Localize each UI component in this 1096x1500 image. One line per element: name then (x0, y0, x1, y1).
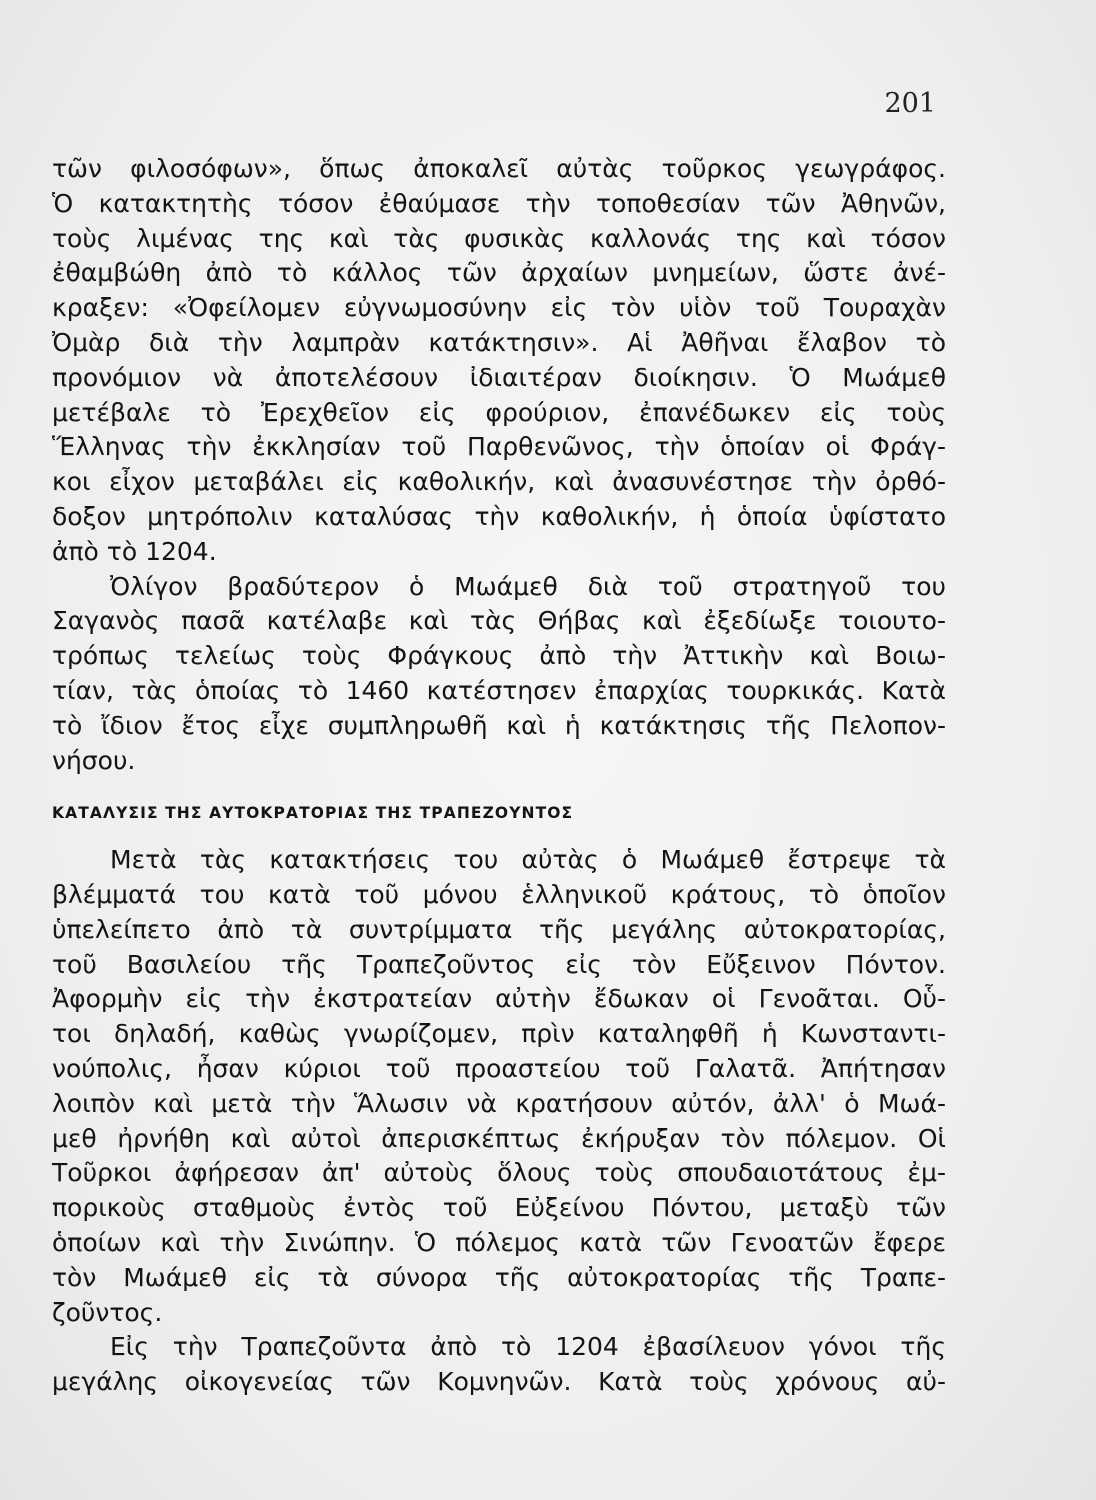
text-line: πορικοὺς σταθμοὺς ἐντὸς τοῦ Εὐξείνου Πόντου, μεταξὺ τῶν (52, 1193, 946, 1223)
text-line: ζοῦντος. (52, 1297, 163, 1327)
paragraph (52, 1330, 946, 1400)
text-line: Ὀλίγον βραδύτερον ὁ Μωάμεθ διὰ τοῦ στρατηγοῦ του (110, 571, 946, 601)
text-line: Ἕλληνας τὴν ἐκκλησίαν τοῦ Παρθενῶνος, τὴν ὁποίαν οἱ Φράγ- (52, 432, 946, 462)
text-line: κοι εἶχον μεταβάλει εἰς καθολικήν, καὶ ἀνασυνέστησε τὴν ὀρθό- (52, 467, 946, 497)
text-line: νούπολις, ἦσαν κύριοι τοῦ προαστείου τοῦ Γαλατᾶ. Ἀπήτησαν (52, 1053, 946, 1083)
text-line: Ὁ κατακτητὴς τόσον ἐθαύμασε τὴν τοποθεσίαν τῶν Ἀθηνῶν, (52, 188, 946, 218)
text-line: τοῦ Βασιλείου τῆς Τραπεζοῦντος εἰς τὸν Εὔξεινον Πόντον. (52, 949, 946, 979)
section-heading: ΚΑΤΑΛΥΣΙΣ ΤΗΣ ΑΥΤΟΚΡΑΤΟΡΙΑΣ ΤΗΣ ΤΡΑΠΕΖΟΥΝΤΟΣ (52, 804, 574, 823)
text-line: κραξεν: «Ὀφείλομεν εὐγνωμοσύνην εἰς τὸν υἱὸν τοῦ Τουραχὰν (52, 293, 946, 323)
body-text (52, 152, 946, 1400)
text-line: μεθ ἠρνήθη καὶ αὐτοὶ ἀπερισκέπτως ἐκήρυξαν τὸν πόλεμον. Οἱ (52, 1123, 946, 1153)
text-line: τὸν Μωάμεθ εἰς τὰ σύνορα τῆς αὐτοκρατορίας τῆς Τραπε- (52, 1262, 946, 1292)
text-line: τοι δηλαδή, καθὼς γνωρίζομεν, πρὶν καταληφθῆ ἡ Κωνσταντι- (52, 1019, 946, 1049)
paragraph (52, 843, 946, 1330)
paragraph (52, 152, 946, 570)
text-line: Μετὰ τὰς κατακτήσεις του αὐτὰς ὁ Μωάμεθ ἔστρεψε τὰ (110, 845, 946, 875)
text-line: προνόμιον νὰ ἀποτελέσουν ἰδιαιτέραν διοίκησιν. Ὁ Μωάμεθ (52, 362, 946, 392)
text-line: Σαγανὸς πασᾶ κατέλαβε καὶ τὰς Θήβας καὶ ἐξεδίωξε τοιουτο- (52, 606, 946, 636)
text-line: τοὺς λιμένας της καὶ τὰς φυσικὰς καλλονάς της καὶ τόσον (52, 223, 946, 253)
text-line: δοξον μητρόπολιν καταλύσας τὴν καθολικήν, ἡ ὁποία ὑφίστατο (52, 501, 946, 531)
text-line: τὸ ἴδιον ἔτος εἶχε συμπληρωθῆ καὶ ἡ κατάκτησις τῆς Πελοπον- (52, 710, 946, 740)
text-line: τρόπως τελείως τοὺς Φράγκους ἀπὸ τὴν Ἀττικὴν καὶ Βοιω- (52, 641, 946, 671)
text-line: ἐθαμβώθη ἀπὸ τὸ κάλλος τῶν ἀρχαίων μνημείων, ὥστε ἀνέ- (52, 258, 946, 288)
text-line: Ἀφορμὴν εἰς τὴν ἐκστρατείαν αὐτὴν ἔδωκαν οἱ Γενοᾶται. Οὗ- (52, 984, 946, 1014)
text-line: λοιπὸν καὶ μετὰ τὴν Ἅλωσιν νὰ κρατήσουν αὐτόν, ἀλλ' ὁ Μωά- (52, 1088, 946, 1118)
text-line: Ὀμὰρ διὰ τὴν λαμπρὰν κατάκτησιν». Αἱ Ἀθῆναι ἔλαβον τὸ (52, 327, 946, 357)
paragraph (52, 570, 946, 779)
text-line: ὁποίων καὶ τὴν Σινώπην. Ὁ πόλεμος κατὰ τῶν Γενοατῶν ἔφερε (52, 1227, 946, 1257)
page-number: 201 (884, 88, 936, 119)
text-line: ἀπὸ τὸ 1204. (52, 536, 217, 566)
text-line: νήσου. (52, 745, 136, 775)
text-line: Τοῦρκοι ἀφήρεσαν ἀπ' αὐτοὺς ὅλους τοὺς σπουδαιοτάτους ἐμ- (52, 1158, 946, 1188)
text-line: Εἰς τὴν Τραπεζοῦντα ἀπὸ τὸ 1204 ἐβασίλευον γόνοι τῆς (110, 1332, 946, 1362)
text-line: ὑπελείπετο ἀπὸ τὰ συντρίμματα τῆς μεγάλης αὐτοκρατορίας, (52, 914, 946, 944)
text-line: τίαν, τὰς ὁποίας τὸ 1460 κατέστησεν ἐπαρχίας τουρκικάς. Κατὰ (52, 675, 946, 705)
text-line: βλέμματά του κατὰ τοῦ μόνου ἑλληνικοῦ κράτους, τὸ ὁποῖον (52, 879, 946, 909)
text-line: μεγάλης οἰκογενείας τῶν Κομνηνῶν. Κατὰ τοὺς χρόνους αὐ- (52, 1367, 946, 1397)
text-line: μετέβαλε τὸ Ἐρεχθεῖον εἰς φρούριον, ἐπανέδωκεν εἰς τοὺς (52, 397, 946, 427)
text-line: τῶν φιλοσόφων», ὅπως ἀποκαλεῖ αὐτὰς τοῦρκος γεωγράφος. (52, 154, 946, 183)
